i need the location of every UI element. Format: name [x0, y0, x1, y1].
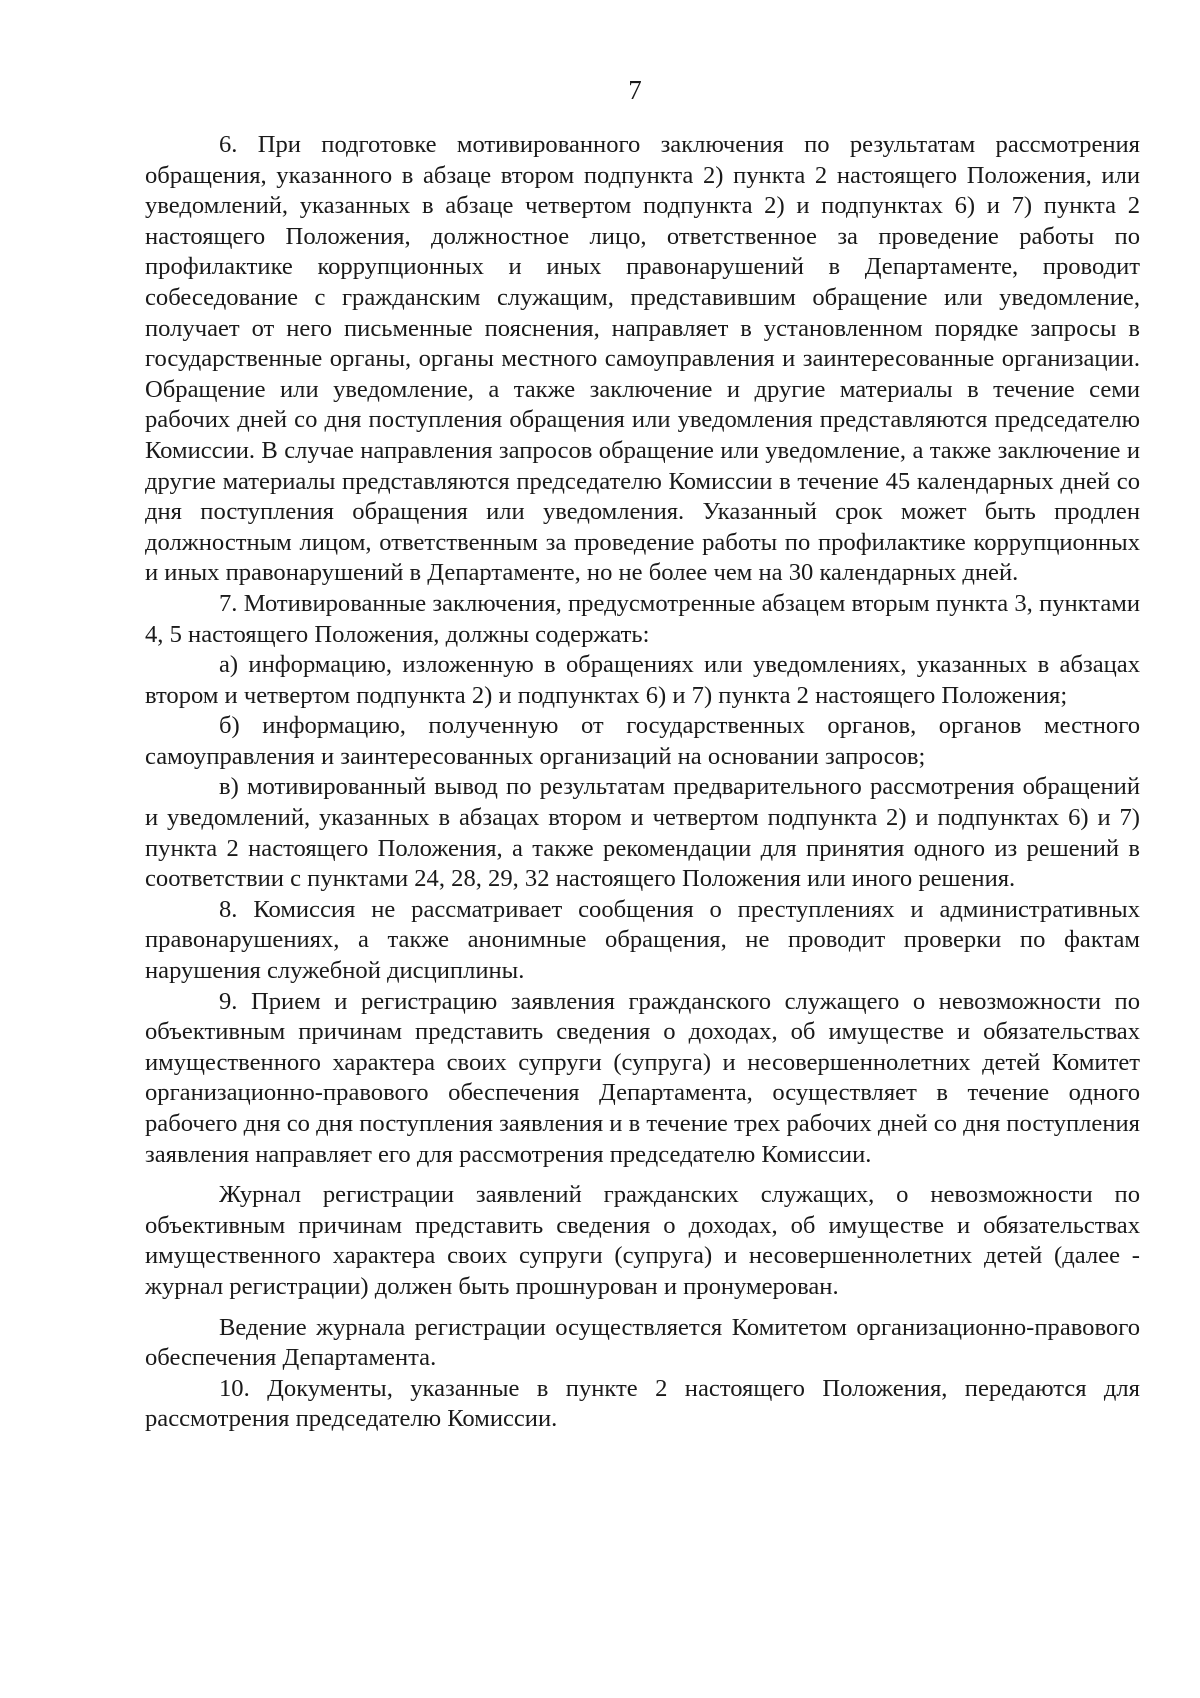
paragraph-9-journal-keeping: Ведение журнала регистрации осуществляется Комитетом организационно-правового обеспечения Департамента. — [145, 1313, 1140, 1372]
paragraph-10: 10. Документы, указанные в пункте 2 настоящего Положения, передаются для рассмотрения председателю Комиссии. — [145, 1374, 1140, 1433]
paragraph-9: 9. Прием и регистрацию заявления гражданского служащего о невозможности по объективным причинам представить сведения о доходах, об имуществе и обязательствах имущественного характера своих супруги (супруга) и несовершеннолетних детей Комитет организационно-правового обеспечения Департамента, осуществляет в течение одного рабочего дня со дня поступления заявления и в течение трех рабочих дней со дня поступления заявления направляет его для рассмотрения председателю Комиссии. — [145, 987, 1140, 1168]
paragraph-6: 6. При подготовке мотивированного заключения по результатам рассмотрения обращения, указанного в абзаце втором подпункта 2) пункта 2 настоящего Положения, или уведомлений, указанных в абзаце четвертом подпункта 2) и подпунктах 6) и 7) пункта 2 настоящего Положения, должностное лицо, ответственное за проведение работы по профилактике коррупционных и иных правонарушений в Департаменте, проводит собеседование с гражданским служащим, представившим обращение или уведомление, получает от него письменные пояснения, направляет в установленном порядке запросы в государственные органы, органы местного самоуправления и заинтересованные организации. Обращение или уведомление, а также заключение и другие материалы в течение семи рабочих дней со дня поступления обращения или уведомления представляются председателю Комиссии. В случае направления запросов обращение или уведомление, а также заключение и другие материалы представляются председателю Комиссии в течение 45 календарных дней со дня поступления обращения или уведомления. Указанный срок может быть продлен должностным лицом, ответственным за проведение работы по профилактике коррупционных и иных правонарушений в Департаменте, но не более чем на 30 календарных дней. — [145, 131, 1140, 587]
document-body — [145, 130, 1140, 1435]
paragraph-7: 7. Мотивированные заключения, предусмотренные абзацем вторым пункта 3, пунктами 4, 5 настоящего Положения, должны содержать: — [145, 589, 1140, 648]
paragraph-7b: б) информацию, полученную от государственных органов, органов местного самоуправления и заинтересованных организаций на основании запросов; — [145, 712, 1140, 770]
paragraph-7a: а) информацию, изложенную в обращениях или уведомлениях, указанных в абзацах втором и четвертом подпункта 2) и подпунктах 6) и 7) пункта 2 настоящего Положения; — [145, 651, 1140, 709]
page-number: 7 — [628, 75, 642, 105]
paragraph-9-journal: Журнал регистрации заявлений гражданских служащих, о невозможности по объективным причинам представить сведения о доходах, об имуществе и обязательствах имущественного характера своих супруги (супруга) и несовершеннолетних детей (далее - журнал регистрации) должен быть прошнурован и пронумерован. — [145, 1181, 1140, 1300]
paragraph-7v: в) мотивированный вывод по результатам предварительного рассмотрения обращений и уведомлений, указанных в абзацах втором и четвертом подпункта 2) и подпунктах 6) и 7) пункта 2 настоящего Положения, а также рекомендации для принятия одного из решений в соответствии с пунктами 24, 28, 29, 32 настоящего Положения или иного решения. — [145, 773, 1140, 893]
paragraph-8: 8. Комиссия не рассматривает сообщения о преступлениях и административных правонарушениях, а также анонимные обращения, не проводит проверки по фактам нарушения служебной дисциплины. — [145, 895, 1140, 985]
